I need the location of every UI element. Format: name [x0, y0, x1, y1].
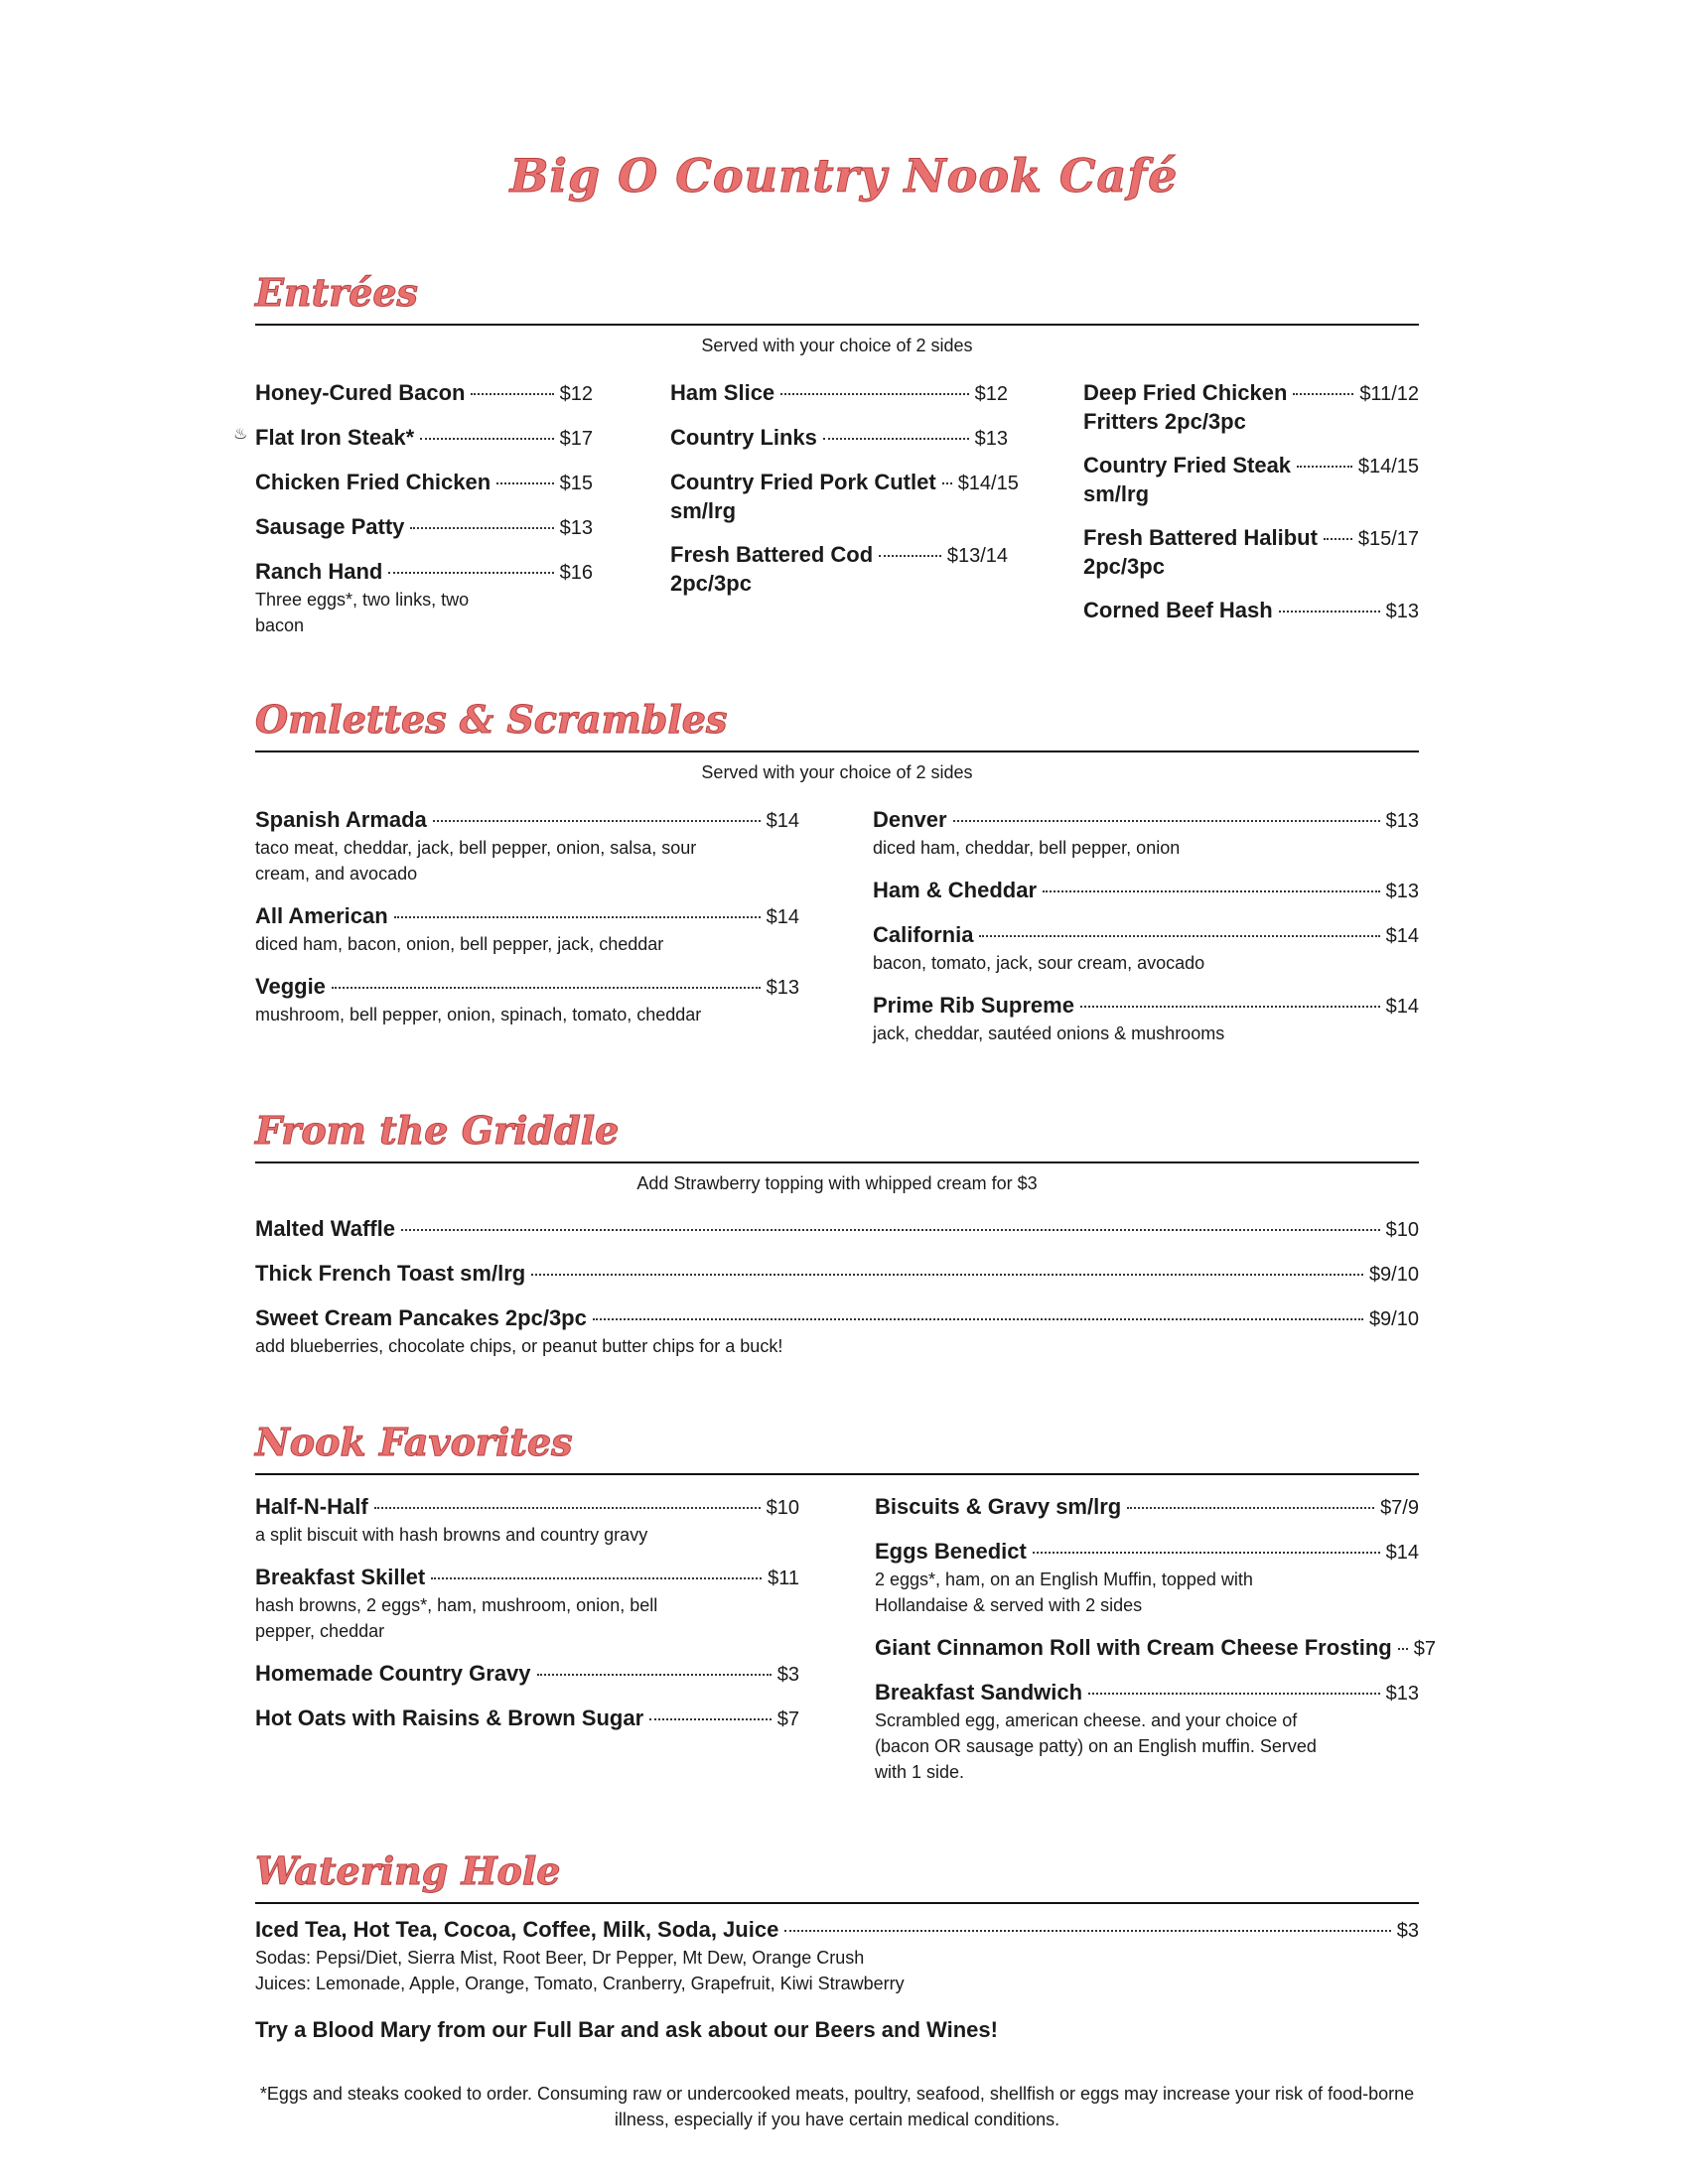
- menu-item: Breakfast Sandwich $13 Scrambled egg, american cheese. and your choice of (bacon OR sausage patty) on an English muffin. Served with 1 side.: [875, 1679, 1419, 1785]
- disclaimer: *Eggs and steaks cooked to order. Consuming raw or undercooked meats, poultry, seafood, shellfish or eggs may increase your risk of food-borne illness, especially if you have certain medical conditions.: [259, 2084, 1415, 2129]
- menu-item: Half-N-Half $10 a split biscuit with hash browns and country gravy: [255, 1493, 799, 1548]
- omelettes-section: [255, 697, 1419, 1062]
- favorites-section: [255, 1420, 1436, 1801]
- menu-item: Biscuits & Gravy sm/lrg $7/9: [875, 1494, 1419, 1519]
- section-title: From the Griddle: [255, 1108, 620, 1153]
- section-subtitle: Add Strawberry topping with whipped cream for $3: [636, 1173, 1038, 1193]
- menu-item: Thick French Toast sm/lrg $9/10: [255, 1261, 1419, 1286]
- item-description: Scrambled egg, american cheese. and your choice of (bacon OR sausage patty) on an English muffin. Served with 1 side.: [875, 1710, 1317, 1782]
- section-title: Omlettes & Scrambles: [255, 697, 728, 742]
- item-description: 2 eggs*, ham, on an English Muffin, topped with Hollandaise & served with 2 sides: [875, 1570, 1253, 1615]
- menu-item: Deep Fried Chicken $11/12 Fritters 2pc/3pc: [1083, 380, 1419, 434]
- favorites-col2: [875, 1493, 1436, 1801]
- menu-item: Prime Rib Supreme $14 jack, cheddar, sautéed onions & mushrooms: [873, 992, 1419, 1046]
- steak-icon: ♨: [233, 426, 248, 443]
- item-description: mushroom, bell pepper, onion, spinach, tomato, cheddar: [255, 1005, 702, 1024]
- sodas-list: Sodas: Pepsi/Diet, Sierra Mist, Root Beer, Dr Pepper, Mt Dew, Orange Crush: [255, 1948, 865, 1968]
- menu-item: Country Fried Steak $14/15 sm/lrg: [1083, 453, 1419, 506]
- section-title: Entrées: [255, 270, 418, 315]
- menu-item: Iced Tea, Hot Tea, Cocoa, Coffee, Milk, Soda, Juice $3: [255, 1917, 1419, 1942]
- divider: [255, 324, 1419, 326]
- entrees-col2: [670, 379, 1019, 654]
- menu-item: Fresh Battered Cod $13/14 2pc/3pc: [670, 542, 1008, 596]
- divider: [255, 1902, 1419, 1904]
- menu-item: Sausage Patty $13: [255, 514, 593, 539]
- item-description: diced ham, bacon, onion, bell pepper, jack, cheddar: [255, 934, 664, 954]
- watering-hole-section: [255, 1848, 1419, 1996]
- menu-item: ♨ Flat Iron Steak* $17: [233, 425, 593, 450]
- section-title: Watering Hole: [255, 1848, 561, 1893]
- item-description: a split biscuit with hash browns and country gravy: [255, 1525, 648, 1545]
- menu-item: Breakfast Skillet $11 hash browns, 2 eggs*, ham, mushroom, onion, bell pepper, cheddar: [255, 1564, 799, 1644]
- section-subtitle: Served with your choice of 2 sides: [701, 336, 973, 355]
- menu-item: Corned Beef Hash $13: [1083, 598, 1419, 622]
- menu-item: Denver $13 diced ham, cheddar, bell pepper, onion: [873, 806, 1419, 861]
- omelettes-col2: [873, 806, 1419, 1062]
- menu-item: Giant Cinnamon Roll with Cream Cheese Frosting $7: [875, 1635, 1436, 1660]
- menu-item: Ham Slice $12: [670, 380, 1008, 405]
- menu-item: All American $14 diced ham, bacon, onion, bell pepper, jack, cheddar: [255, 902, 799, 957]
- favorites-col1: [255, 1493, 799, 1801]
- divider: [255, 1161, 1419, 1163]
- menu-item: Ranch Hand $16 Three eggs*, two links, two bacon: [255, 558, 593, 638]
- menu-item: Chicken Fried Chicken $15: [255, 470, 593, 494]
- entrees-section: [233, 270, 1419, 654]
- menu-item: Sweet Cream Pancakes 2pc/3pc $9/10 add blueberries, chocolate chips, or peanut butter chips for a buck!: [255, 1304, 1419, 1359]
- menu-item: Ham & Cheddar $13: [873, 878, 1419, 902]
- menu-item: Homemade Country Gravy $3: [255, 1661, 799, 1686]
- menu-item: Spanish Armada $14 taco meat, cheddar, jack, bell pepper, onion, salsa, sour cream, and avocado: [255, 806, 799, 887]
- omelettes-col1: [255, 806, 799, 1062]
- item-description: add blueberries, chocolate chips, or peanut butter chips for a buck!: [255, 1336, 783, 1356]
- divider: [255, 1473, 1419, 1475]
- menu-item: Fresh Battered Halibut $15/17 2pc/3pc: [1083, 525, 1419, 579]
- menu-item: Veggie $13 mushroom, bell pepper, onion, spinach, tomato, cheddar: [255, 973, 799, 1027]
- menu-item: California $14 bacon, tomato, jack, sour cream, avocado: [873, 921, 1419, 976]
- entrees-col3: [1083, 379, 1419, 654]
- item-description: hash browns, 2 eggs*, ham, mushroom, onion, bell pepper, cheddar: [255, 1595, 658, 1641]
- page-title: Big O Country Nook Café: [509, 149, 1179, 203]
- section-subtitle: Served with your choice of 2 sides: [701, 762, 973, 782]
- bar-note: Try a Blood Mary from our Full Bar and ask about our Beers and Wines!: [255, 2017, 998, 2042]
- menu-item: Country Links $13: [670, 425, 1008, 450]
- item-description: Three eggs*, two links, two bacon: [255, 590, 470, 635]
- griddle-section: [255, 1108, 1419, 1375]
- juices-list: Juices: Lemonade, Apple, Orange, Tomato, Cranberry, Grapefruit, Kiwi Strawberry: [255, 1974, 905, 1993]
- item-description: jack, cheddar, sautéed onions & mushrooms: [873, 1024, 1225, 1043]
- item-description: taco meat, cheddar, jack, bell pepper, onion, salsa, sour cream, and avocado: [255, 838, 697, 884]
- menu-item: Hot Oats with Raisins & Brown Sugar $7: [255, 1706, 799, 1730]
- section-title: Nook Favorites: [255, 1420, 573, 1464]
- menu-item: Eggs Benedict $14 2 eggs*, ham, on an English Muffin, topped with Hollandaise & served with 2 sides: [875, 1538, 1419, 1618]
- menu-item: Honey-Cured Bacon $12: [255, 380, 593, 405]
- menu-item: Malted Waffle $10: [255, 1216, 1419, 1241]
- item-description: diced ham, cheddar, bell pepper, onion: [873, 838, 1181, 858]
- menu-item: Country Fried Pork Cutlet $14/15 sm/lrg: [670, 470, 1019, 523]
- item-description: bacon, tomato, jack, sour cream, avocado: [873, 953, 1205, 973]
- entrees-col1: [233, 379, 593, 654]
- divider: [255, 751, 1419, 752]
